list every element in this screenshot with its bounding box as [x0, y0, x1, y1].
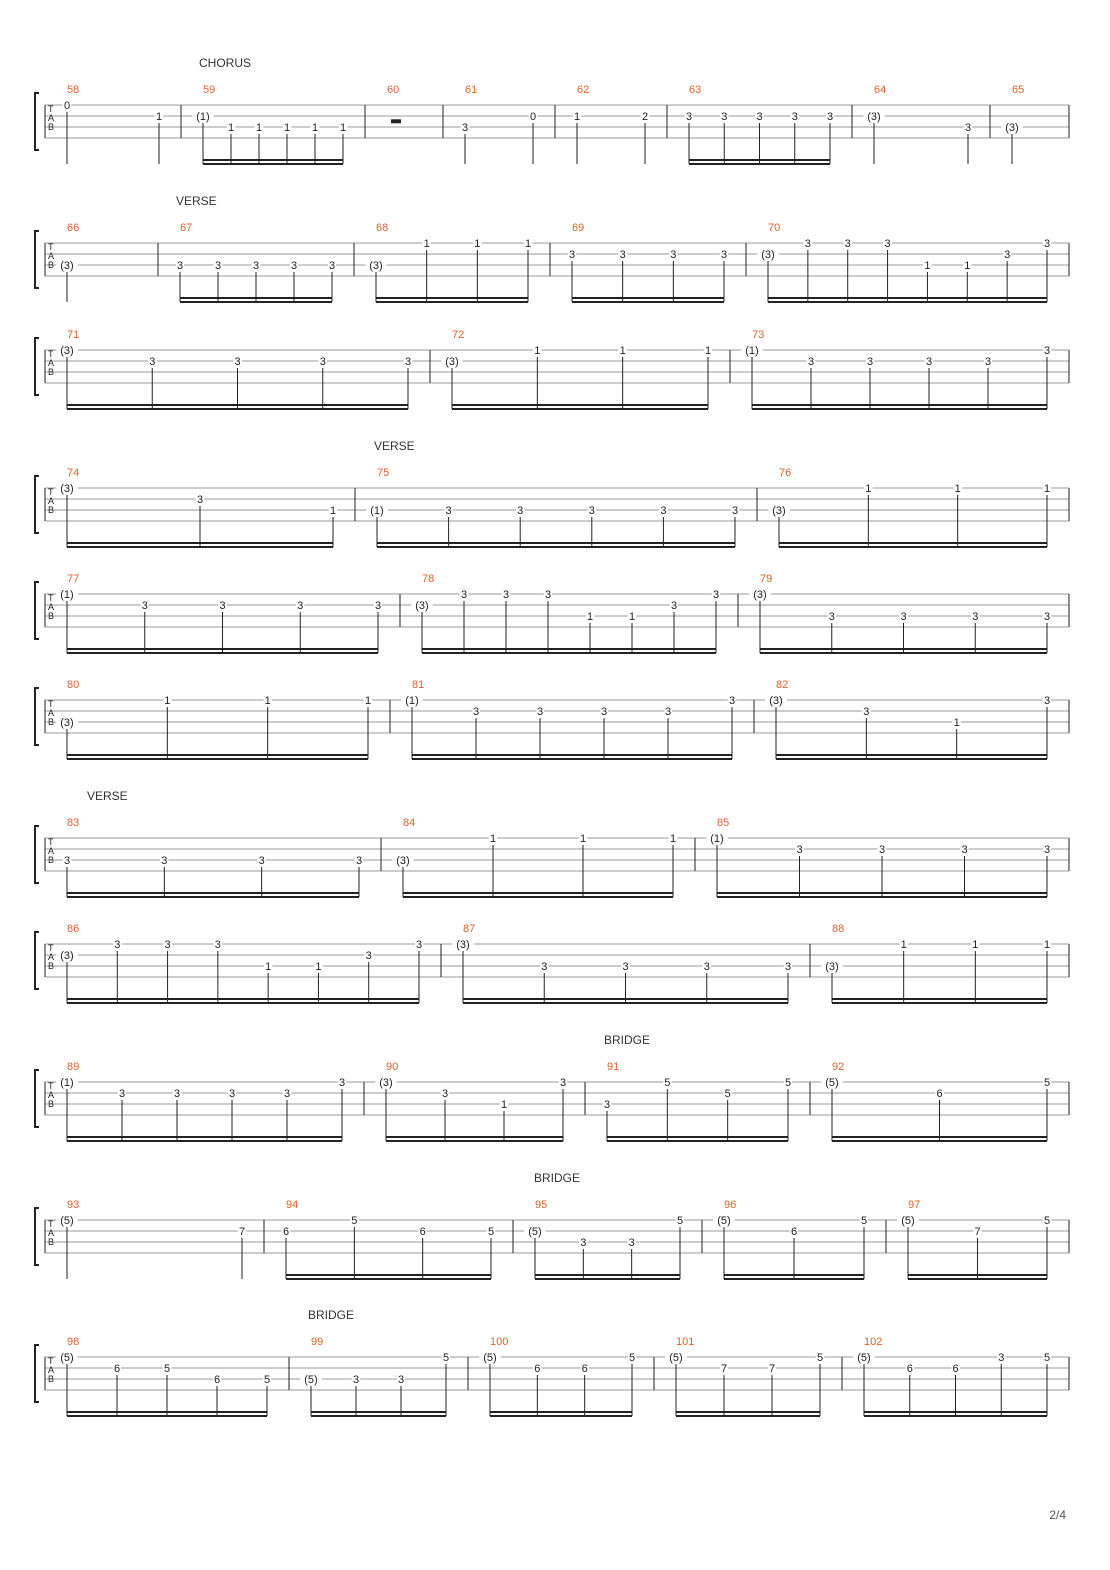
fret-number: 3 — [619, 249, 626, 261]
system-bracket — [35, 1345, 39, 1402]
tab-clef-letter: T — [48, 487, 54, 497]
fret-number: 1 — [329, 505, 337, 517]
fret-number: 3 — [460, 589, 468, 601]
fret-number: 3 — [1043, 611, 1051, 623]
fret-number: 1 — [474, 238, 481, 250]
measure-number: 69 — [572, 222, 585, 234]
fret-number: 1 — [586, 611, 594, 623]
fret-number: 3 — [164, 939, 171, 951]
fret-number: (5) — [717, 1215, 731, 1227]
fret-number: 1 — [628, 611, 636, 623]
fret-number: 3 — [234, 356, 241, 368]
fret-number: 3 — [544, 589, 552, 601]
fret-number: 1 — [964, 260, 971, 272]
measure-number: 87 — [463, 923, 476, 935]
measure-number: 65 — [1012, 84, 1025, 96]
measure-number: 96 — [724, 1199, 737, 1211]
tab-clef-letter: T — [48, 349, 54, 359]
measure-number: 98 — [67, 1336, 80, 1348]
system-bracket — [35, 688, 39, 745]
fret-number: 5 — [664, 1077, 671, 1089]
tab-clef-letter: B — [48, 611, 55, 621]
fret-number: 1 — [155, 111, 163, 123]
fret-number: 6 — [419, 1226, 426, 1238]
fret-number: (1) — [196, 111, 210, 123]
fret-number: 6 — [213, 1374, 221, 1386]
fret-number: (3) — [1005, 122, 1019, 134]
fret-number: 1 — [1043, 483, 1051, 495]
tab-clef-letter: B — [48, 1374, 55, 1384]
fret-number: 1 — [265, 961, 272, 973]
fret-number: 5 — [351, 1215, 358, 1227]
measure-number: 61 — [465, 84, 478, 96]
fret-number: 3 — [441, 1088, 449, 1100]
measure-number: 66 — [67, 222, 80, 234]
fret-number: 3 — [536, 706, 544, 718]
fret-number: 3 — [1043, 345, 1051, 357]
fret-number: (5) — [60, 1352, 74, 1364]
fret-number: 3 — [161, 855, 168, 867]
tab-clef-letter: A — [48, 846, 55, 856]
fret-number: 3 — [984, 356, 992, 368]
fret-number: (1) — [405, 695, 419, 707]
fret-number: 3 — [964, 122, 972, 134]
system-bracket — [35, 93, 39, 150]
fret-number: 6 — [936, 1088, 943, 1100]
fret-number: (1) — [60, 589, 74, 601]
fret-number: 3 — [214, 939, 221, 951]
fret-number: (3) — [761, 249, 775, 261]
tab-clef-letter: B — [48, 505, 55, 515]
tab-clef-letter: T — [48, 593, 54, 603]
fret-number: 5 — [263, 1374, 271, 1386]
tab-clef-letter: A — [48, 1365, 55, 1375]
tab-clef-letter: T — [48, 1356, 54, 1366]
tab-clef-letter: A — [48, 496, 55, 506]
fret-number: 3 — [863, 706, 870, 718]
fret-number: 3 — [791, 111, 798, 123]
fret-number: 3 — [541, 961, 548, 973]
fret-number: 3 — [258, 855, 265, 867]
measure-number: 85 — [717, 817, 730, 829]
tab-clef-letter: B — [48, 1237, 55, 1247]
fret-number: 3 — [404, 356, 412, 368]
fret-number: 5 — [628, 1352, 636, 1364]
fret-number: 3 — [972, 611, 979, 623]
measure-number: 80 — [67, 679, 80, 691]
fret-number: 1 — [423, 238, 430, 250]
measure-number: 64 — [874, 84, 887, 96]
fret-number: 5 — [487, 1226, 495, 1238]
tab-clef-letter: A — [48, 358, 55, 368]
fret-number: (1) — [745, 345, 759, 357]
tab-clef-letter: B — [48, 961, 55, 971]
fret-number: 3 — [600, 706, 608, 718]
fret-number: 3 — [844, 238, 851, 250]
fret-number: 3 — [328, 260, 336, 272]
tab-clef-letter: T — [48, 837, 54, 847]
fret-number: 3 — [807, 356, 815, 368]
measure-number: 91 — [607, 1061, 620, 1073]
fret-number: 3 — [1043, 238, 1051, 250]
measure-number: 83 — [67, 817, 80, 829]
fret-number: 5 — [816, 1352, 824, 1364]
measure-number: 94 — [286, 1199, 299, 1211]
fret-number: 3 — [796, 844, 803, 856]
fret-number: 1 — [953, 717, 960, 729]
fret-number: 3 — [559, 1077, 567, 1089]
fret-number: 0 — [63, 100, 71, 112]
fret-number: 1 — [489, 833, 497, 845]
fret-number: 7 — [768, 1363, 776, 1375]
measure-number: 72 — [452, 329, 465, 341]
fret-number: 3 — [502, 589, 510, 601]
fret-number: 5 — [724, 1088, 731, 1100]
fret-number: 1 — [311, 122, 319, 134]
system-bracket — [35, 932, 39, 989]
tab-clef-letter: B — [48, 122, 55, 132]
fret-number: (5) — [483, 1352, 497, 1364]
rest-symbol — [391, 119, 401, 123]
measure-number: 59 — [203, 84, 216, 96]
system-bracket — [35, 231, 39, 288]
fret-number: 3 — [219, 600, 226, 612]
fret-number: (5) — [528, 1226, 542, 1238]
fret-number: 3 — [118, 1088, 126, 1100]
fret-number: 5 — [1043, 1352, 1051, 1364]
fret-number: 1 — [524, 238, 532, 250]
system-bracket — [35, 1208, 39, 1265]
tab-clef-letter: B — [48, 717, 55, 727]
fret-number: 3 — [252, 260, 260, 272]
fret-number: 3 — [173, 1088, 181, 1100]
fret-number: (3) — [825, 961, 839, 973]
measure-number: 100 — [490, 1336, 509, 1348]
fret-number: 6 — [906, 1363, 913, 1375]
fret-number: 6 — [581, 1363, 588, 1375]
fret-number: (3) — [60, 260, 74, 272]
fret-number: 1 — [1043, 939, 1051, 951]
measure-number: 77 — [67, 573, 80, 585]
measure-number: 82 — [776, 679, 789, 691]
measure-number: 58 — [67, 84, 80, 96]
fret-number: 3 — [660, 505, 667, 517]
fret-number: (3) — [379, 1077, 393, 1089]
fret-number: 7 — [974, 1226, 981, 1238]
tab-clef-letter: A — [48, 952, 55, 962]
measure-number: 62 — [577, 84, 590, 96]
fret-number: 3 — [670, 249, 677, 261]
fret-number: (5) — [60, 1215, 74, 1227]
tab-clef-letter: B — [48, 367, 55, 377]
tab-clef-letter: T — [48, 1081, 54, 1091]
fret-number: (3) — [369, 260, 383, 272]
fret-number: 0 — [529, 111, 537, 123]
measure-number: 89 — [67, 1061, 80, 1073]
measure-number: 84 — [403, 817, 416, 829]
section-label: BRIDGE — [308, 1308, 355, 1322]
tab-clef-letter: A — [48, 708, 55, 718]
fret-number: 1 — [573, 111, 581, 123]
measure-number: 67 — [180, 222, 193, 234]
fret-number: 5 — [1043, 1215, 1051, 1227]
fret-number: 3 — [397, 1374, 405, 1386]
fret-number: 5 — [860, 1215, 868, 1227]
fret-number: 3 — [828, 611, 835, 623]
fret-number: 3 — [149, 356, 156, 368]
fret-number: 1 — [283, 122, 291, 134]
measure-number: 93 — [67, 1199, 80, 1211]
fret-number: (1) — [60, 1077, 74, 1089]
fret-number: 1 — [255, 122, 263, 134]
measure-number: 102 — [864, 1336, 883, 1348]
measure-number: 75 — [377, 467, 390, 479]
fret-number: 5 — [784, 1077, 792, 1089]
fret-number: 1 — [534, 345, 541, 357]
fret-number: (3) — [769, 695, 783, 707]
system-bracket — [35, 1070, 39, 1127]
measure-number: 71 — [67, 329, 80, 341]
fret-number: 1 — [500, 1099, 508, 1111]
fret-number: 3 — [685, 111, 693, 123]
tab-clef-letter: T — [48, 699, 54, 709]
section-label: CHORUS — [199, 56, 252, 70]
fret-number: 7 — [238, 1226, 246, 1238]
fret-number: 3 — [622, 961, 629, 973]
fret-number: 3 — [703, 961, 710, 973]
tab-clef-letter: A — [48, 1090, 55, 1100]
fret-number: 3 — [670, 600, 678, 612]
measure-number: 63 — [689, 84, 702, 96]
fret-number: 6 — [790, 1226, 798, 1238]
fret-number: 3 — [712, 589, 720, 601]
section-label: BRIDGE — [604, 1033, 651, 1047]
measure-number: 92 — [832, 1061, 845, 1073]
tab-clef-letter: T — [48, 104, 54, 114]
fret-number: 5 — [676, 1215, 684, 1227]
fret-number: 6 — [113, 1363, 121, 1375]
fret-number: 3 — [114, 939, 121, 951]
fret-number: 1 — [264, 695, 271, 707]
measure-number: 76 — [779, 467, 792, 479]
fret-number: 1 — [924, 260, 931, 272]
fret-number: 3 — [1043, 695, 1051, 707]
fret-number: 5 — [1043, 1077, 1051, 1089]
fret-number: (3) — [867, 111, 881, 123]
fret-number: 1 — [339, 122, 347, 134]
fret-number: 3 — [517, 505, 524, 517]
fret-number: 3 — [568, 249, 576, 261]
tab-clef-letter: A — [48, 251, 55, 261]
fret-number: 6 — [952, 1363, 959, 1375]
fret-number: 3 — [925, 356, 933, 368]
fret-number: 3 — [228, 1088, 236, 1100]
fret-number: (5) — [901, 1215, 915, 1227]
fret-number: 3 — [731, 505, 739, 517]
tab-clef-letter: T — [48, 1219, 54, 1229]
fret-number: 3 — [445, 505, 452, 517]
fret-number: 3 — [900, 611, 907, 623]
fret-number: (3) — [60, 717, 74, 729]
fret-number: 3 — [461, 122, 469, 134]
fret-number: (1) — [710, 833, 724, 845]
measure-number: 99 — [311, 1336, 324, 1348]
fret-number: (5) — [304, 1374, 318, 1386]
fret-number: 1 — [164, 695, 171, 707]
fret-number: 1 — [900, 939, 907, 951]
fret-number: 3 — [1043, 844, 1051, 856]
fret-number: 3 — [826, 111, 834, 123]
tab-clef-letter: B — [48, 855, 55, 865]
measure-number: 70 — [768, 222, 781, 234]
fret-number: 3 — [365, 950, 372, 962]
system-bracket — [35, 826, 39, 883]
fret-number: 1 — [364, 695, 372, 707]
tab-clef-letter: A — [48, 1228, 55, 1238]
measure-number: 68 — [376, 222, 389, 234]
fret-number: 3 — [998, 1352, 1005, 1364]
page-number: 2/4 — [1049, 1508, 1066, 1522]
fret-number: 3 — [721, 111, 728, 123]
fret-number: 3 — [297, 600, 304, 612]
fret-number: (3) — [60, 345, 74, 357]
section-label: VERSE — [176, 194, 217, 208]
fret-number: 3 — [728, 695, 736, 707]
fret-number: 5 — [163, 1363, 171, 1375]
fret-number: 1 — [865, 483, 872, 495]
fret-number: 3 — [141, 600, 148, 612]
tab-clef-letter: T — [48, 943, 54, 953]
fret-number: (3) — [415, 600, 429, 612]
fret-number: 1 — [972, 939, 979, 951]
fret-number: 3 — [784, 961, 792, 973]
fret-number: 3 — [580, 1237, 587, 1249]
section-label: VERSE — [374, 439, 415, 453]
fret-number: 3 — [352, 1374, 360, 1386]
fret-number: 1 — [315, 961, 322, 973]
fret-number: 3 — [176, 260, 184, 272]
fret-number: 7 — [720, 1363, 728, 1375]
system-bracket — [35, 476, 39, 533]
measure-number: 90 — [386, 1061, 399, 1073]
fret-number: (3) — [772, 505, 786, 517]
fret-number: 6 — [534, 1363, 541, 1375]
fret-number: 1 — [669, 833, 677, 845]
fret-number: 5 — [442, 1352, 450, 1364]
system-bracket — [35, 582, 39, 639]
section-label: BRIDGE — [534, 1171, 581, 1185]
measure-number: 60 — [387, 84, 400, 96]
fret-number: 3 — [415, 939, 423, 951]
measure-number: 74 — [67, 467, 80, 479]
fret-number: (3) — [60, 950, 74, 962]
measure-number: 95 — [535, 1199, 548, 1211]
fret-number: 1 — [619, 345, 626, 357]
section-label: VERSE — [87, 789, 128, 803]
fret-number: 3 — [1004, 249, 1011, 261]
fret-number: 3 — [283, 1088, 291, 1100]
fret-number: 3 — [319, 356, 326, 368]
fret-number: (3) — [456, 939, 470, 951]
fret-number: 3 — [866, 356, 874, 368]
fret-number: 3 — [603, 1099, 611, 1111]
fret-number: (3) — [396, 855, 410, 867]
measure-number: 101 — [676, 1336, 695, 1348]
fret-number: 1 — [579, 833, 587, 845]
measure-number: 78 — [422, 573, 435, 585]
fret-number: 3 — [884, 238, 891, 250]
fret-number: 3 — [214, 260, 222, 272]
fret-number: 3 — [804, 238, 811, 250]
fret-number: 3 — [628, 1237, 635, 1249]
fret-number: 3 — [756, 111, 763, 123]
measure-number: 79 — [760, 573, 773, 585]
measure-number: 88 — [832, 923, 845, 935]
fret-number: 3 — [63, 855, 71, 867]
fret-number: (5) — [825, 1077, 839, 1089]
tab-clef-letter: A — [48, 602, 55, 612]
fret-number: 3 — [472, 706, 480, 718]
fret-number: 3 — [588, 505, 595, 517]
fret-number: 3 — [720, 249, 728, 261]
fret-number: (1) — [370, 505, 384, 517]
fret-number: 3 — [196, 494, 204, 506]
fret-number: 3 — [878, 844, 886, 856]
measure-number: 73 — [752, 329, 765, 341]
fret-number: 3 — [290, 260, 298, 272]
fret-number: 2 — [641, 111, 649, 123]
measure-number: 97 — [908, 1199, 921, 1211]
tab-clef-letter: B — [48, 1099, 55, 1109]
system-bracket — [35, 338, 39, 395]
fret-number: (5) — [669, 1352, 683, 1364]
fret-number: 3 — [664, 706, 672, 718]
fret-number: 1 — [704, 345, 712, 357]
fret-number: (3) — [445, 356, 459, 368]
tab-clef-letter: B — [48, 260, 55, 270]
fret-number: (5) — [857, 1352, 871, 1364]
fret-number: (3) — [60, 483, 74, 495]
tab-clef-letter: T — [48, 242, 54, 252]
fret-number: 1 — [954, 483, 961, 495]
fret-number: 6 — [282, 1226, 290, 1238]
measure-number: 86 — [67, 923, 80, 935]
fret-number: 1 — [227, 122, 235, 134]
tab-clef-letter: A — [48, 113, 55, 123]
fret-number: (3) — [753, 589, 767, 601]
measure-number: 81 — [412, 679, 425, 691]
fret-number: 3 — [374, 600, 382, 612]
fret-number: 3 — [338, 1077, 346, 1089]
fret-number: 3 — [355, 855, 363, 867]
fret-number: 3 — [961, 844, 968, 856]
